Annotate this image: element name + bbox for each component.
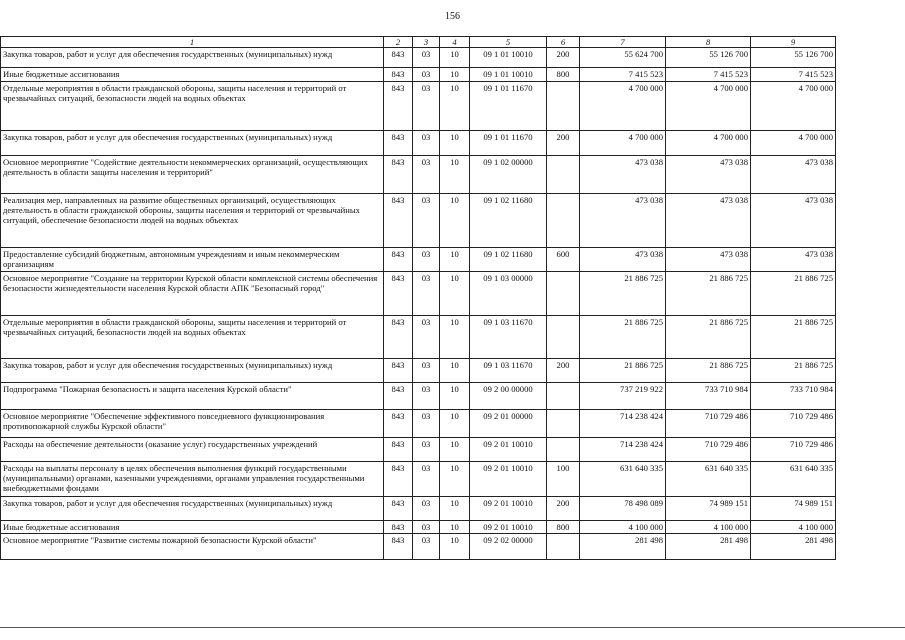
subsection-code: 10 (440, 48, 470, 68)
expense-type-code (547, 409, 580, 437)
amount-year-3: 473 038 (751, 193, 836, 247)
amount-year-3: 710 729 486 (751, 437, 836, 461)
target-article-code: 09 1 01 11670 (470, 130, 547, 155)
amount-year-3: 473 038 (751, 247, 836, 271)
target-article-code: 09 1 01 10010 (470, 48, 547, 68)
ministry-code: 843 (384, 437, 413, 461)
amount-year-3: 733 710 984 (751, 382, 836, 409)
subsection-code: 10 (440, 358, 470, 382)
target-article-code: 09 1 01 11670 (470, 81, 547, 130)
subsection-code: 10 (440, 193, 470, 247)
subsection-code: 10 (440, 520, 470, 533)
table-row (1, 520, 836, 533)
column-number: 8 (666, 37, 751, 48)
column-number: 1 (1, 37, 384, 48)
amount-year-2: 7 415 523 (666, 68, 751, 81)
subsection-code: 10 (440, 155, 470, 193)
amount-year-2: 4 700 000 (666, 130, 751, 155)
amount-year-1: 737 219 922 (580, 382, 666, 409)
amount-year-2: 21 886 725 (666, 358, 751, 382)
amount-year-3: 21 886 725 (751, 315, 836, 358)
target-article-code: 09 2 01 10010 (470, 496, 547, 520)
row-name: Закупка товаров, работ и услуг для обеспечения государственных (муниципальных) нужд (1, 48, 384, 68)
amount-year-1: 4 100 000 (580, 520, 666, 533)
ministry-code: 843 (384, 81, 413, 130)
subsection-code: 10 (440, 315, 470, 358)
column-number: 3 (413, 37, 440, 48)
amount-year-2: 710 729 486 (666, 409, 751, 437)
amount-year-1: 4 700 000 (580, 81, 666, 130)
row-name: Отдельные мероприятия в области гражданской обороны, защиты населения и территорий от чрезвычайных ситуаций, безопасности людей на водных объектах (1, 81, 384, 130)
section-code: 03 (413, 130, 440, 155)
ministry-code: 843 (384, 315, 413, 358)
amount-year-2: 473 038 (666, 155, 751, 193)
ministry-code: 843 (384, 155, 413, 193)
ministry-code: 843 (384, 193, 413, 247)
ministry-code: 843 (384, 68, 413, 81)
table-row (1, 461, 836, 496)
target-article-code: 09 2 01 10010 (470, 461, 547, 496)
row-name: Иные бюджетные ассигнования (1, 68, 384, 81)
section-code: 03 (413, 193, 440, 247)
subsection-code: 10 (440, 533, 470, 559)
expense-type-code (547, 315, 580, 358)
subsection-code: 10 (440, 437, 470, 461)
section-code: 03 (413, 533, 440, 559)
expense-type-code (547, 382, 580, 409)
section-code: 03 (413, 496, 440, 520)
column-number: 9 (751, 37, 836, 48)
amount-year-2: 473 038 (666, 193, 751, 247)
column-number: 6 (547, 37, 580, 48)
ministry-code: 843 (384, 496, 413, 520)
subsection-code: 10 (440, 247, 470, 271)
subsection-code: 10 (440, 68, 470, 81)
expense-type-code (547, 271, 580, 315)
row-name: Основное мероприятие "Создание на территории Курской области комплексной системы обеспечения безопасности жизнедеятельности населения Курской области АПК "Безопасный город" (1, 271, 384, 315)
table-row (1, 48, 836, 68)
section-code: 03 (413, 81, 440, 130)
subsection-code: 10 (440, 496, 470, 520)
amount-year-1: 714 238 424 (580, 409, 666, 437)
amount-year-2: 21 886 725 (666, 315, 751, 358)
scan-edge-line (0, 627, 905, 628)
amount-year-2: 733 710 984 (666, 382, 751, 409)
table-row (1, 81, 836, 130)
table-row (1, 271, 836, 315)
table-row (1, 358, 836, 382)
expense-type-code: 200 (547, 130, 580, 155)
expense-type-code (547, 437, 580, 461)
amount-year-2: 710 729 486 (666, 437, 751, 461)
row-name: Иные бюджетные ассигнования (1, 520, 384, 533)
amount-year-3: 21 886 725 (751, 271, 836, 315)
ministry-code: 843 (384, 461, 413, 496)
row-name: Основное мероприятие "Развитие системы пожарной безопасности Курской области" (1, 533, 384, 559)
section-code: 03 (413, 461, 440, 496)
table-row (1, 533, 836, 559)
column-number: 4 (440, 37, 470, 48)
amount-year-2: 55 126 700 (666, 48, 751, 68)
amount-year-1: 21 886 725 (580, 271, 666, 315)
column-number-row (1, 37, 836, 48)
budget-table (0, 36, 836, 560)
subsection-code: 10 (440, 130, 470, 155)
table-row (1, 247, 836, 271)
table-row (1, 382, 836, 409)
amount-year-1: 631 640 335 (580, 461, 666, 496)
row-name: Предоставление субсидий бюджетным, автономным учреждениям и иным некоммерческим организациям (1, 247, 384, 271)
row-name: Закупка товаров, работ и услуг для обеспечения государственных (муниципальных) нужд (1, 130, 384, 155)
row-name: Отдельные мероприятия в области гражданской обороны, защиты населения и территорий от чрезвычайных ситуаций, безопасности людей на водных объектах (1, 315, 384, 358)
target-article-code: 09 1 02 11680 (470, 193, 547, 247)
ministry-code: 843 (384, 271, 413, 315)
amount-year-3: 710 729 486 (751, 409, 836, 437)
section-code: 03 (413, 358, 440, 382)
target-article-code: 09 1 03 11670 (470, 315, 547, 358)
amount-year-2: 4 700 000 (666, 81, 751, 130)
target-article-code: 09 2 01 10010 (470, 437, 547, 461)
subsection-code: 10 (440, 382, 470, 409)
table-row (1, 68, 836, 81)
expense-type-code (547, 81, 580, 130)
target-article-code: 09 1 03 00000 (470, 271, 547, 315)
expense-type-code: 800 (547, 520, 580, 533)
amount-year-2: 74 989 151 (666, 496, 751, 520)
section-code: 03 (413, 409, 440, 437)
page-number: 156 (445, 11, 460, 22)
column-number: 2 (384, 37, 413, 48)
target-article-code: 09 1 02 11680 (470, 247, 547, 271)
subsection-code: 10 (440, 271, 470, 315)
section-code: 03 (413, 247, 440, 271)
ministry-code: 843 (384, 247, 413, 271)
amount-year-3: 55 126 700 (751, 48, 836, 68)
target-article-code: 09 1 02 00000 (470, 155, 547, 193)
table-row (1, 193, 836, 247)
table-row (1, 409, 836, 437)
row-name: Реализация мер, направленных на развитие общественных организаций, осуществляющих деятельность в области гражданской обороны, защиты населения и территорий от чрезвычайных ситуаций, обеспечение безопасности людей на водных объектах (1, 193, 384, 247)
amount-year-3: 473 038 (751, 155, 836, 193)
amount-year-2: 4 100 000 (666, 520, 751, 533)
table-row (1, 155, 836, 193)
expense-type-code: 200 (547, 358, 580, 382)
expense-type-code (547, 533, 580, 559)
ministry-code: 843 (384, 409, 413, 437)
ministry-code: 843 (384, 358, 413, 382)
section-code: 03 (413, 48, 440, 68)
ministry-code: 843 (384, 533, 413, 559)
target-article-code: 09 2 00 00000 (470, 382, 547, 409)
amount-year-3: 21 886 725 (751, 358, 836, 382)
subsection-code: 10 (440, 81, 470, 130)
amount-year-1: 78 498 089 (580, 496, 666, 520)
amount-year-1: 7 415 523 (580, 68, 666, 81)
amount-year-1: 473 038 (580, 247, 666, 271)
table-row (1, 130, 836, 155)
expense-type-code: 800 (547, 68, 580, 81)
target-article-code: 09 2 01 00000 (470, 409, 547, 437)
amount-year-2: 473 038 (666, 247, 751, 271)
amount-year-1: 21 886 725 (580, 358, 666, 382)
section-code: 03 (413, 68, 440, 81)
subsection-code: 10 (440, 461, 470, 496)
expense-type-code (547, 193, 580, 247)
target-article-code: 09 2 02 00000 (470, 533, 547, 559)
expense-type-code: 600 (547, 247, 580, 271)
section-code: 03 (413, 155, 440, 193)
row-name: Закупка товаров, работ и услуг для обеспечения государственных (муниципальных) нужд (1, 358, 384, 382)
amount-year-2: 281 498 (666, 533, 751, 559)
table-row (1, 437, 836, 461)
amount-year-1: 4 700 000 (580, 130, 666, 155)
ministry-code: 843 (384, 130, 413, 155)
row-name: Основное мероприятие "Обеспечение эффективного повседневного функционирования противопожарной службы Курской области" (1, 409, 384, 437)
amount-year-3: 631 640 335 (751, 461, 836, 496)
amount-year-3: 4 700 000 (751, 81, 836, 130)
table-row (1, 496, 836, 520)
expense-type-code (547, 155, 580, 193)
amount-year-2: 21 886 725 (666, 271, 751, 315)
ministry-code: 843 (384, 520, 413, 533)
row-name: Расходы на обеспечение деятельности (оказание услуг) государственных учреждений (1, 437, 384, 461)
section-code: 03 (413, 315, 440, 358)
column-number: 7 (580, 37, 666, 48)
row-name: Подпрограмма "Пожарная безопасность и защита населения Курской области" (1, 382, 384, 409)
subsection-code: 10 (440, 409, 470, 437)
amount-year-1: 281 498 (580, 533, 666, 559)
target-article-code: 09 2 01 10010 (470, 520, 547, 533)
row-name: Основное мероприятие "Содействие деятельности некоммерческих организаций, осуществляющих деятельность в области защиты населения и территорий" (1, 155, 384, 193)
target-article-code: 09 1 03 11670 (470, 358, 547, 382)
ministry-code: 843 (384, 48, 413, 68)
amount-year-1: 21 886 725 (580, 315, 666, 358)
expense-type-code: 200 (547, 48, 580, 68)
section-code: 03 (413, 437, 440, 461)
amount-year-2: 631 640 335 (666, 461, 751, 496)
section-code: 03 (413, 271, 440, 315)
expense-type-code: 100 (547, 461, 580, 496)
amount-year-1: 473 038 (580, 155, 666, 193)
row-name: Закупка товаров, работ и услуг для обеспечения государственных (муниципальных) нужд (1, 496, 384, 520)
row-name: Расходы на выплаты персоналу в целях обеспечения выполнения функций государственными (муниципальными) органами, казенными учреждениями, органами управления государственными внебюджетными фондами (1, 461, 384, 496)
amount-year-3: 4 700 000 (751, 130, 836, 155)
amount-year-1: 55 624 700 (580, 48, 666, 68)
amount-year-1: 473 038 (580, 193, 666, 247)
section-code: 03 (413, 382, 440, 409)
section-code: 03 (413, 520, 440, 533)
amount-year-3: 7 415 523 (751, 68, 836, 81)
table-row (1, 315, 836, 358)
amount-year-3: 4 100 000 (751, 520, 836, 533)
expense-type-code: 200 (547, 496, 580, 520)
amount-year-1: 714 238 424 (580, 437, 666, 461)
ministry-code: 843 (384, 382, 413, 409)
target-article-code: 09 1 01 10010 (470, 68, 547, 81)
amount-year-3: 281 498 (751, 533, 836, 559)
amount-year-3: 74 989 151 (751, 496, 836, 520)
column-number: 5 (470, 37, 547, 48)
